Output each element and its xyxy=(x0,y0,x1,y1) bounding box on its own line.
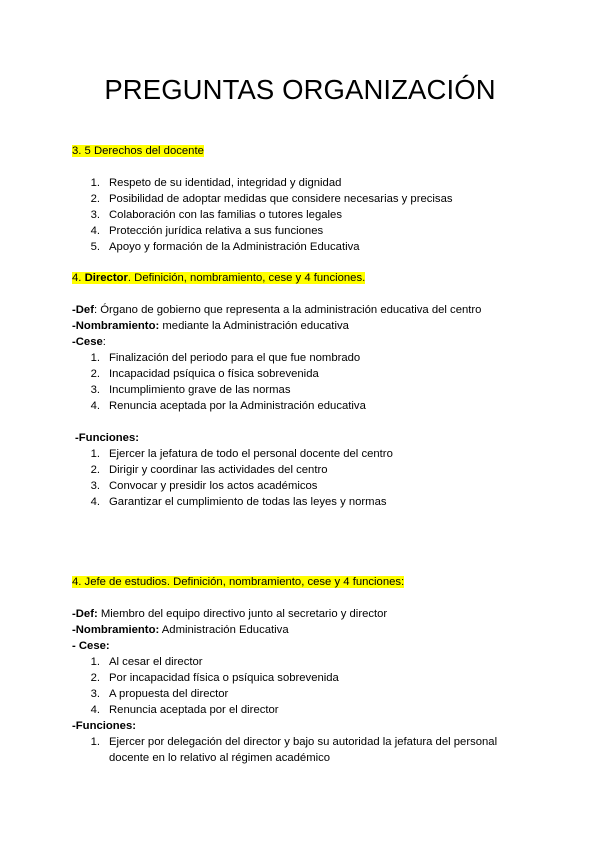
list-text: docente en lo relativo al régimen académico xyxy=(109,752,331,764)
list-number: 4. xyxy=(90,704,100,716)
director-nombramiento xyxy=(72,319,349,333)
list-text: Por incapacidad física o psíquica sobrevenida xyxy=(109,672,339,684)
list-text: Al cesar el director xyxy=(109,656,203,668)
list-number: 1. xyxy=(90,656,100,668)
list-text: Respeto de su identidad, integridad y dignidad xyxy=(109,177,342,189)
list-text: Dirigir y coordinar las actividades del centro xyxy=(109,464,328,476)
list-number: 2. xyxy=(90,193,100,205)
list-number: 2. xyxy=(90,464,100,476)
director-cese xyxy=(72,335,106,349)
highlighted-heading: 4. Jefe de estudios. Definición, nombramiento, cese y 4 funciones: xyxy=(72,576,405,588)
highlighted-heading: 3. 5 Derechos del docente xyxy=(72,145,204,157)
list-number: 1. xyxy=(90,736,100,748)
list-text: Colaboración con las familias o tutores legales xyxy=(109,209,342,221)
def-text: Miembro del equipo directivo junto al secretario y director xyxy=(97,608,388,620)
list-number: 2. xyxy=(90,368,100,380)
section-heading-director xyxy=(72,271,365,285)
heading-rest: . Definición, nombramiento, cese y 4 funciones. xyxy=(127,272,366,284)
list-number: 4. xyxy=(90,496,100,508)
nombramiento-text: Administración Educativa xyxy=(159,624,289,636)
list-text: Garantizar el cumplimiento de todas las leyes y normas xyxy=(109,496,387,508)
list-text: Protección jurídica relativa a sus funciones xyxy=(109,225,324,237)
heading-prefix: 4. xyxy=(72,272,85,284)
list-number: 1. xyxy=(90,177,100,189)
section-heading-derechos xyxy=(72,144,204,158)
cese-label: -Cese xyxy=(72,336,103,348)
list-text: Incapacidad psíquica o física sobrevenida xyxy=(109,368,319,380)
list-number: 1. xyxy=(90,352,100,364)
jefe-cese-label: - Cese: xyxy=(72,640,110,652)
def-text: : Órgano de gobierno que representa a la administración educativa del centro xyxy=(93,304,482,316)
list-text: Incumplimiento grave de las normas xyxy=(109,384,291,396)
list-text: Ejercer la jefatura de todo el personal docente del centro xyxy=(109,448,393,460)
heading-bold: Director xyxy=(84,272,128,284)
jefe-nombramiento xyxy=(72,623,289,637)
list-text: Renuncia aceptada por el director xyxy=(109,704,279,716)
list-text: A propuesta del director xyxy=(109,688,229,700)
jefe-funciones-label: -Funciones: xyxy=(72,720,137,732)
highlighted-heading xyxy=(72,272,365,284)
list-number: 5. xyxy=(90,241,100,253)
list-number: 3. xyxy=(90,688,100,700)
list-text: Ejercer por delegación del director y bajo su autoridad la jefatura del personal xyxy=(109,736,498,748)
nombramiento-label: -Nombramiento: xyxy=(72,624,160,636)
list-number: 3. xyxy=(90,384,100,396)
page-title: PREGUNTAS ORGANIZACIÓN xyxy=(104,74,496,105)
list-number: 1. xyxy=(90,448,100,460)
def-label: -Def xyxy=(72,304,94,316)
list-text: Posibilidad de adoptar medidas que considere necesarias y precisas xyxy=(109,193,453,205)
list-number: 3. xyxy=(90,480,100,492)
nombramiento-label: -Nombramiento: xyxy=(72,320,160,332)
cese-text: : xyxy=(102,336,106,348)
list-number: 3. xyxy=(90,209,100,221)
section-heading-jefe-estudios xyxy=(72,575,404,589)
list-text: Finalización del periodo para el que fue nombrado xyxy=(109,352,361,364)
jefe-def xyxy=(72,607,387,621)
list-number: 4. xyxy=(90,400,100,412)
list-text: Convocar y presidir los actos académicos xyxy=(109,480,318,492)
list-text: Apoyo y formación de la Administración Educativa xyxy=(109,241,360,253)
director-def xyxy=(72,303,481,317)
nombramiento-text: mediante la Administración educativa xyxy=(159,320,349,332)
list-number: 2. xyxy=(90,672,100,684)
list-text: Renuncia aceptada por la Administración educativa xyxy=(109,400,366,412)
def-label: -Def: xyxy=(72,608,98,620)
list-number: 4. xyxy=(90,225,100,237)
director-funciones-label: -Funciones: xyxy=(75,432,140,444)
